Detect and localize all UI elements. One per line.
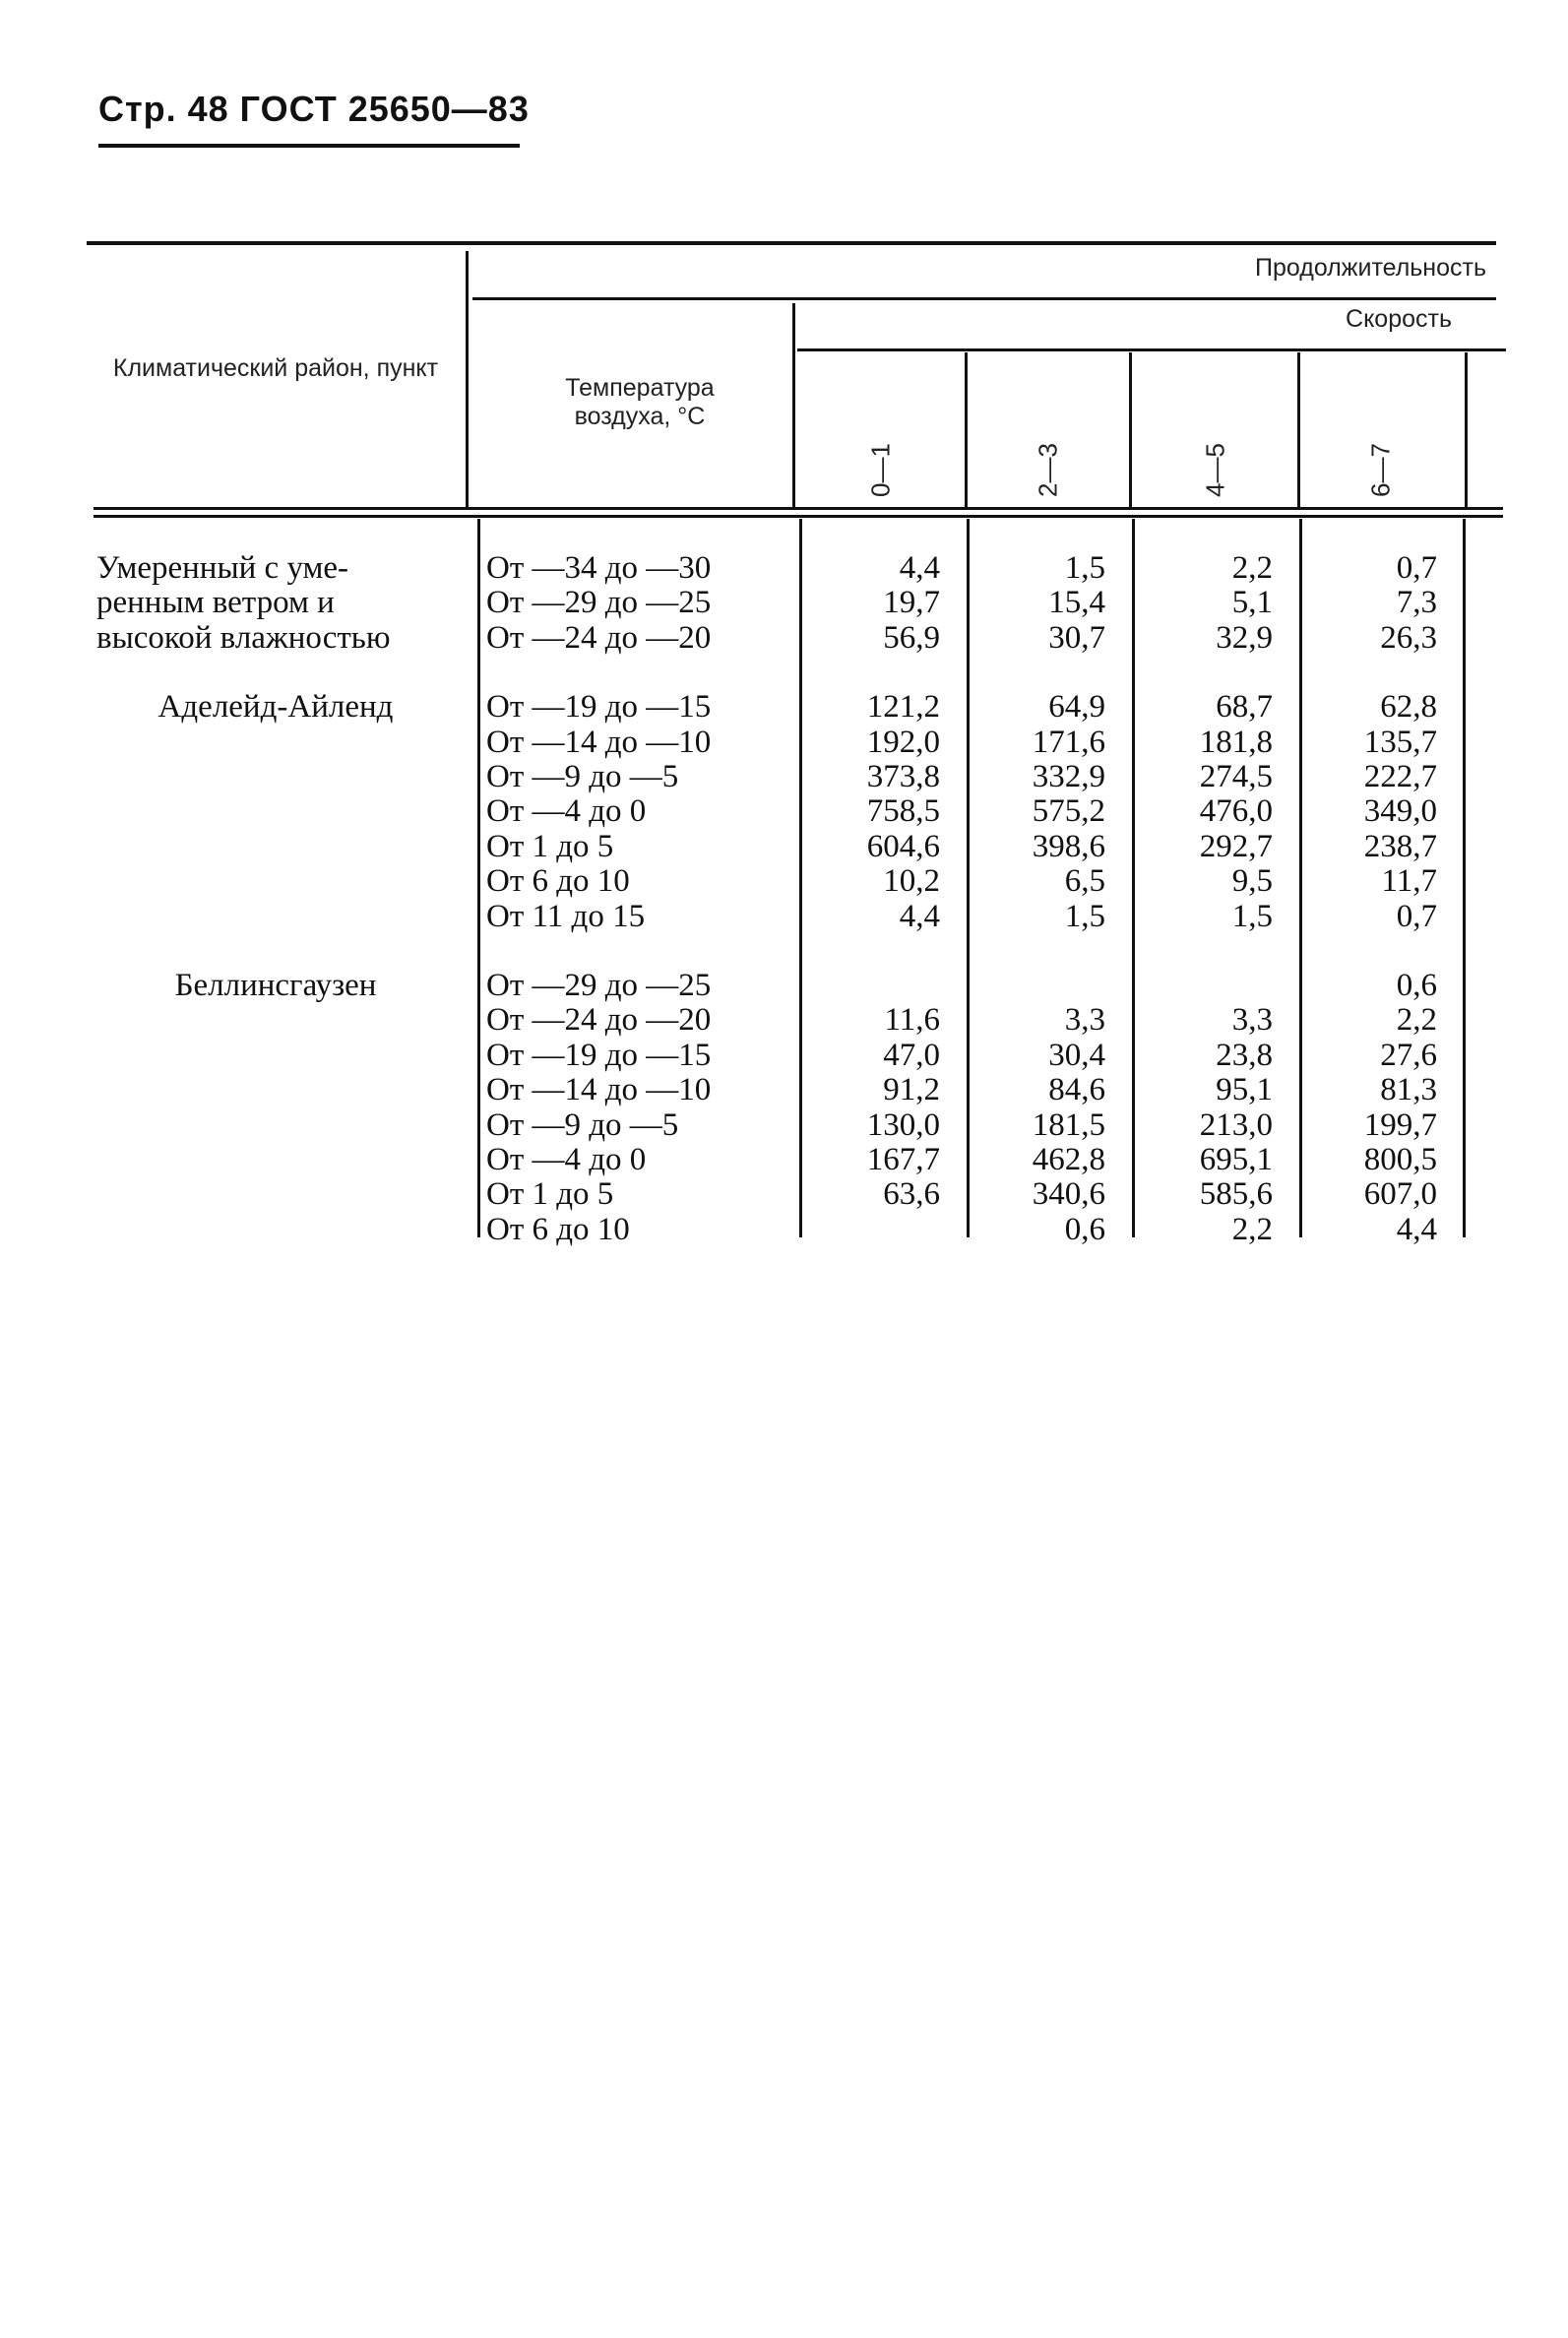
temperature-cell: От —29 до —25: [486, 585, 712, 621]
speed-header: Скорость: [1346, 305, 1452, 333]
duration-value-cell: 2,2: [1396, 1002, 1437, 1039]
duration-value-cell: 1,5: [1064, 550, 1105, 586]
col-sep-3: [1297, 352, 1300, 510]
duration-header: Продолжительность: [1255, 254, 1486, 282]
duration-value-cell: 64,9: [1048, 689, 1105, 726]
duration-value-cell: 30,7: [1048, 619, 1105, 656]
duration-value-cell: 135,7: [1363, 724, 1437, 760]
duration-value-cell: 27,6: [1380, 1037, 1437, 1073]
temperature-cell: От —4 до 0: [486, 1142, 647, 1177]
region-name-line: ренным ветром и: [96, 585, 335, 621]
duration-value-cell: 84,6: [1048, 1072, 1105, 1108]
temperature-cell: От —9 до —5: [486, 759, 679, 794]
duration-value-cell: 63,6: [883, 1176, 940, 1213]
duration-value-cell: 2,2: [1231, 550, 1273, 586]
duration-value-cell: 5,1: [1231, 585, 1273, 621]
duration-value-cell: 213,0: [1199, 1106, 1273, 1143]
duration-value-cell: 340,6: [1032, 1176, 1105, 1213]
duration-value-cell: 238,7: [1363, 828, 1437, 864]
speed-col-4-5: 4—5: [1200, 443, 1230, 497]
duration-value-cell: 91,2: [883, 1072, 940, 1108]
duration-value-cell: 4,4: [1396, 1211, 1437, 1247]
duration-value-cell: 171,6: [1032, 724, 1105, 760]
duration-value-cell: 167,7: [866, 1142, 940, 1177]
duration-value-cell: 1,5: [1231, 898, 1273, 934]
duration-value-cell: 1,5: [1064, 898, 1105, 934]
duration-value-cell: 181,5: [1032, 1106, 1105, 1143]
duration-value-cell: 3,3: [1064, 1002, 1105, 1039]
duration-value-cell: 30,4: [1048, 1037, 1105, 1073]
duration-value-cell: 0,7: [1396, 898, 1437, 934]
table-top-rule: [87, 241, 1496, 245]
duration-value-cell: 68,7: [1216, 689, 1273, 726]
temperature-cell: От —14 до —10: [486, 724, 712, 760]
body-col-sep-4: [1463, 519, 1466, 1237]
duration-value-cell: 56,9: [883, 619, 940, 656]
temperature-cell: От —24 до —20: [486, 1002, 712, 1039]
region-col-header: Климатический район, пункт: [112, 354, 439, 382]
duration-value-cell: 32,9: [1216, 619, 1273, 656]
duration-value-cell: 62,8: [1380, 689, 1437, 726]
duration-value-cell: 695,1: [1199, 1142, 1273, 1177]
temperature-cell: От 11 до 15: [486, 898, 646, 934]
duration-value-cell: 11,7: [1381, 863, 1437, 900]
duration-value-cell: 0,6: [1396, 968, 1437, 1003]
header-bottom-rule-2: [94, 515, 1503, 518]
duration-value-cell: 349,0: [1363, 793, 1437, 830]
body-temp-left-line: [477, 519, 480, 1237]
header-rule: [98, 144, 520, 148]
temperature-cell: От —29 до —25: [486, 968, 712, 1003]
duration-value-cell: 181,8: [1199, 724, 1273, 760]
duration-value-cell: 607,0: [1363, 1176, 1437, 1213]
speed-col-0-1: 0—1: [865, 443, 896, 497]
duration-value-cell: 758,5: [866, 793, 940, 830]
duration-value-cell: 373,8: [866, 759, 940, 794]
col-sep-2: [1129, 352, 1132, 510]
region-name-line: высокой влажностью: [96, 619, 391, 656]
temp-col-left-line: [466, 251, 469, 509]
duration-value-cell: 800,5: [1363, 1142, 1437, 1177]
duration-value-cell: 11,6: [884, 1002, 940, 1039]
duration-value-cell: 462,8: [1032, 1142, 1105, 1177]
duration-value-cell: 274,5: [1199, 759, 1273, 794]
duration-value-cell: 2,2: [1231, 1211, 1273, 1247]
duration-value-cell: 19,7: [883, 585, 940, 621]
temperature-cell: От —34 до —30: [486, 550, 712, 586]
duration-value-cell: 47,0: [883, 1037, 940, 1073]
duration-value-cell: 130,0: [866, 1106, 940, 1143]
header-bottom-rule-1: [94, 507, 1503, 510]
duration-value-cell: 15,4: [1048, 585, 1105, 621]
duration-value-cell: 199,7: [1363, 1106, 1437, 1143]
temperature-cell: От —4 до 0: [486, 793, 647, 830]
duration-value-cell: 0,7: [1396, 550, 1437, 586]
temperature-cell: От 6 до 10: [486, 863, 630, 900]
col-sep-1: [965, 352, 968, 510]
temperature-cell: От —24 до —20: [486, 619, 712, 656]
duration-value-cell: 23,8: [1216, 1037, 1273, 1073]
duration-value-cell: 332,9: [1032, 759, 1105, 794]
duration-value-cell: 192,0: [866, 724, 940, 760]
duration-rule: [472, 297, 1496, 300]
speed-col-2-3: 2—3: [1033, 443, 1063, 497]
duration-value-cell: 292,7: [1199, 828, 1273, 864]
duration-value-cell: 0,6: [1064, 1211, 1105, 1247]
duration-value-cell: 585,6: [1199, 1176, 1273, 1213]
temperature-cell: От 1 до 5: [486, 828, 614, 864]
duration-value-cell: 604,6: [866, 828, 940, 864]
region-name-line: Беллинсгаузен: [174, 968, 377, 1003]
duration-value-cell: 476,0: [1199, 793, 1273, 830]
duration-value-cell: 6,5: [1064, 863, 1105, 900]
region-name-line: Аделейд-Айленд: [157, 689, 394, 726]
duration-value-cell: 222,7: [1363, 759, 1437, 794]
duration-value-cell: 9,5: [1231, 863, 1273, 900]
duration-value-cell: 575,2: [1032, 793, 1105, 830]
duration-value-cell: 7,3: [1396, 585, 1437, 621]
duration-value-cell: 121,2: [866, 689, 940, 726]
duration-value-cell: 81,3: [1380, 1072, 1437, 1108]
temperature-cell: От —9 до —5: [486, 1106, 679, 1143]
temperature-cell: От 6 до 10: [486, 1211, 630, 1247]
speed-rule: [797, 348, 1506, 351]
temperature-cell: От —19 до —15: [486, 689, 712, 726]
duration-value-cell: 398,6: [1032, 828, 1105, 864]
region-name-line: Умеренный с уме-: [96, 550, 349, 586]
duration-value-cell: 4,4: [899, 550, 940, 586]
temp-col-header: Температура воздуха, °С: [565, 374, 715, 430]
temperature-cell: От 1 до 5: [486, 1176, 614, 1213]
temperature-cell: От —19 до —15: [486, 1037, 712, 1073]
duration-value-cell: 95,1: [1216, 1072, 1273, 1108]
col-sep-4: [1465, 352, 1468, 510]
duration-value-cell: 10,2: [883, 863, 940, 900]
speed-col-6-7: 6—7: [1365, 443, 1396, 497]
page-header: Стр. 48 ГОСТ 25650—83: [98, 89, 530, 129]
duration-value-cell: 3,3: [1231, 1002, 1273, 1039]
speed-col-left-line: [792, 303, 795, 510]
duration-value-cell: 4,4: [899, 898, 940, 934]
duration-value-cell: 26,3: [1380, 619, 1437, 656]
temperature-cell: От —14 до —10: [486, 1072, 712, 1108]
